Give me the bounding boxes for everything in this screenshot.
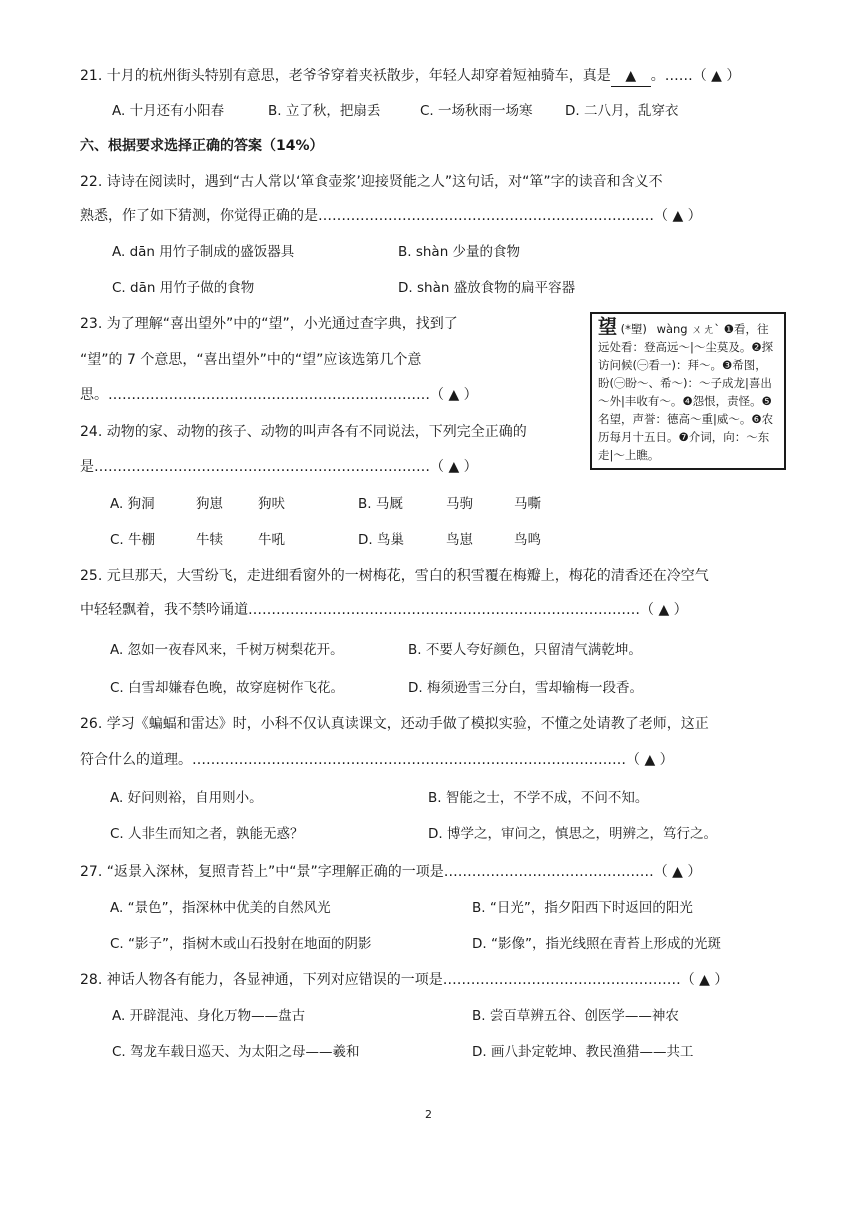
q23-line2: “望”的 7 个意思，“喜出望外”中的“望”应该选第几个意 [80, 352, 422, 368]
page-number: 2 [425, 1108, 432, 1121]
q28-option-a: A. 开辟混沌、身化万物——盘古 [112, 1008, 306, 1024]
dict-definitions: ❶看，往远处看：登高远～|～尘莫及。❷探访问候(㊀看一)：拜～。❸希图，盼(㊀盼～、希～)：～子成龙|喜出～外|丰收有～。❹怨恨，责怪。❺名望，声誉：德高～重|威～。❻农历每月十五日。❼介词，向：～东走|～上瞧。 [598, 322, 774, 462]
q21-option-c: C. 一场秋雨一场寒 [420, 103, 533, 119]
q28-option-b: B. 尝百草辨五谷、创医学——神农 [472, 1008, 679, 1024]
q21-option-d: D. 二八月，乱穿衣 [565, 103, 679, 119]
q25-option-c: C. 白雪却嫌春色晚，故穿庭树作飞花。 [110, 680, 345, 696]
q22-option-a: A. dān 用竹子制成的盛饭器具 [112, 244, 295, 260]
q24-option-a-home: A. 狗洞 [110, 496, 155, 512]
q21-option-b: B. 立了秋，把扇丢 [268, 103, 381, 119]
dict-character: 望 [598, 316, 618, 338]
q27-option-a: A. “景色”，指深林中优美的自然风光 [110, 900, 331, 916]
dictionary-entry-box [590, 312, 786, 470]
q21-tail: 。……（ ▲ ） [650, 68, 741, 84]
q22-option-b: B. shàn 少量的食物 [398, 244, 521, 260]
q23-line3: 思。……………………………………………………………（ ▲ ） [80, 387, 478, 403]
q22-line1: 22. 诗诗在阅读时，遇到“古人常以‘箪食壶浆’迎接贤能之人”这句话，对“箪”字的读音和含义不 [80, 174, 663, 190]
q24-option-a-sound: 狗吠 [258, 496, 285, 512]
q23-line1: 23. 为了理解“喜出望外”中的“望”，小光通过查字典，找到了 [80, 316, 458, 332]
q21-stem [80, 66, 740, 87]
q21-stem-text: 21. 十月的杭州街头特别有意思，老爷爷穿着夹袄散步，年轻人却穿着短袖骑车，真是 [80, 68, 611, 84]
q25-option-b: B. 不要人夸好颜色，只留清气满乾坤。 [408, 642, 642, 658]
q25-option-d: D. 梅须逊雪三分白，雪却输梅一段香。 [408, 680, 643, 696]
q26-line1: 26. 学习《蝙蝠和雷达》时，小科不仅认真读课文，还动手做了模拟实验，不懂之处请教了老师，这正 [80, 716, 709, 732]
q28-line1: 28. 神话人物各有能力，各显神通，下列对应错误的一项是……………………………………………（ ▲ ） [80, 972, 729, 988]
q26-line2: 符合什么的道理。…………………………………………………………………………………（ ▲ ） [80, 752, 674, 768]
q24-option-c-sound: 牛吼 [258, 532, 285, 548]
q24-line2: 是………………………………………………………………（ ▲ ） [80, 459, 478, 475]
q24-option-b-child: 马驹 [446, 496, 473, 512]
q22-option-d: D. shàn 盛放食物的扁平容器 [398, 280, 576, 296]
q25-line2: 中轻轻飘着，我不禁吟诵道…………………………………………………………………………（ ▲ ） [80, 602, 688, 618]
q25-option-a: A. 忽如一夜春风来，千树万树梨花开。 [110, 642, 344, 658]
dict-variant: (*朢) [620, 322, 647, 336]
q27-option-b: B. “日光”，指夕阳西下时返回的阳光 [472, 900, 693, 916]
q25-line1: 25. 元旦那天，大雪纷飞，走进细看窗外的一树梅花，雪白的积雪覆在梅瓣上，梅花的清香还在冷空气 [80, 568, 709, 584]
q22-option-c: C. dān 用竹子做的食物 [112, 280, 255, 296]
q24-option-c-home: C. 牛棚 [110, 532, 156, 548]
dict-pinyin: wàng ㄨㄤˋ [656, 322, 721, 336]
q24-option-c-child: 牛犊 [196, 532, 223, 548]
q24-option-d-sound: 鸟鸣 [514, 532, 541, 548]
q26-option-a: A. 好问则裕，自用则小。 [110, 790, 263, 806]
q24-option-b-home: B. 马厩 [358, 496, 403, 512]
q26-option-c: C. 人非生而知之者，孰能无惑？ [110, 826, 304, 842]
q27-line1: 27. “返景入深林，复照青苔上”中“景”字理解正确的一项是………………………………………（ ▲ ） [80, 864, 702, 880]
q27-option-d: D. “影像”，指光线照在青苔上形成的光斑 [472, 936, 721, 952]
q27-option-c: C. “影子”，指树木或山石投射在地面的阴影 [110, 936, 372, 952]
q24-option-d-child: 鸟崽 [446, 532, 473, 548]
q21-blank: ▲ [611, 66, 651, 87]
q24-option-b-sound: 马嘶 [514, 496, 541, 512]
q22-line2: 熟悉，作了如下猜测，你觉得正确的是………………………………………………………………（ ▲ ） [80, 208, 702, 224]
q26-option-d: D. 博学之，审问之，慎思之，明辨之，笃行之。 [428, 826, 717, 842]
q24-option-a-child: 狗崽 [196, 496, 223, 512]
q24-option-d-home: D. 鸟巢 [358, 532, 404, 548]
q26-option-b: B. 智能之士，不学不成，不问不知。 [428, 790, 649, 806]
q28-option-d: D. 画八卦定乾坤、教民渔猎——共工 [472, 1044, 694, 1060]
q21-option-a: A. 十月还有小阳春 [112, 103, 225, 119]
q28-option-c: C. 驾龙车载日巡天、为太阳之母——羲和 [112, 1044, 360, 1060]
q24-line1: 24. 动物的家、动物的孩子、动物的叫声各有不同说法，下列完全正确的 [80, 424, 527, 440]
section-heading: 六、根据要求选择正确的答案（14%） [80, 138, 324, 154]
